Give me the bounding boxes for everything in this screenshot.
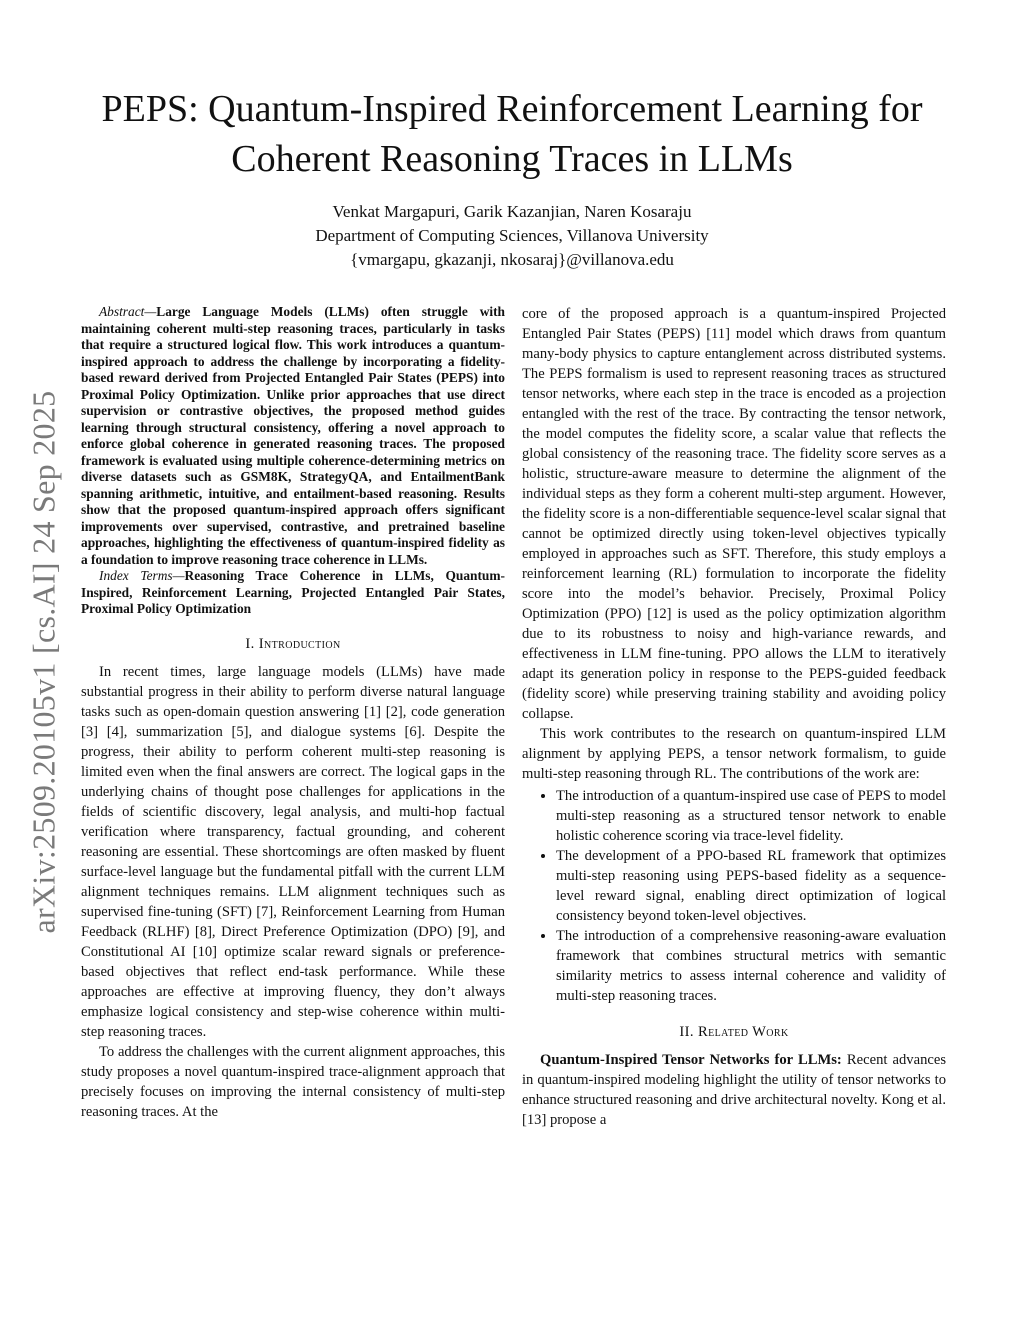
index-terms-label: Index Terms—	[99, 568, 185, 583]
index-terms-text: Reasoning Trace Coherence in LLMs, Quantum-Inspired, Reinforcement Learning, Projected Entangled Pair States, Proximal Policy Optimization	[81, 568, 505, 616]
intro-paragraph-3: core of the proposed approach is a quantum-inspired Projected Entangled Pair States (PEPS) [11] model which draws from quantum many-body physics to capture entanglement across distributed systems. The PEPS formalism is used to represent reasoning traces as structured tensor networks, where each step in the trace is encoded as a projection entangled with the rest of the trace. By contracting the tensor network, the model computes the fidelity score, a scalar value that reflects the global consistency of the reasoning trace. The fidelity score serves as a holistic, structure-aware measure to determine the alignment of the individual steps as they form a coherent multi-step argument. However, the fidelity score is a non-differentiable sequence-level scalar signal that cannot be optimized directly using token-level objectives typically employed in approaches such as SFT. Therefore, this study employs a reinforcement learning (RL) formulation to incorporate the fidelity score into the model’s behavior. Precisely, Proximal Policy Optimization (PPO) [12] is used as the policy optimization algorithm due to its robustness to noisy and high-variance rewards, and effectiveness in LLM fine-tuning. PPO allows the LLM to iteratively adapt its generation policy in response to the PEPS-guided feedback (fidelity score) while preserving training stability and avoiding policy collapse.	[522, 306, 946, 722]
intro-paragraph-2: To address the challenges with the current alignment approaches, this study proposes a novel quantum-inspired trace-alignment approach that precisely focuses on improving the internal consistency of multi-step reasoning traces. At the	[81, 1043, 505, 1120]
paper-title: PEPS: Quantum-Inspired Reinforcement Learning for Coherent Reasoning Traces in LLMs	[101, 88, 923, 180]
section-heading-introduction	[81, 634, 505, 654]
intro-paragraph-4: This work contributes to the research on quantum-inspired LLM alignment by applying PEPS, a tensor network formalism, to guide multi-step reasoning through RL. The contributions of the work are:	[522, 726, 946, 782]
left-column	[81, 304, 505, 1122]
contribution-item: • The introduction of a quantum-inspired use case of PEPS to model multi-step reasoning as a structured tensor network to enable holistic coherence scoring via trace-level fidelity.	[556, 786, 946, 846]
author-names: Venkat Margapuri, Garik Kazanjian, Naren Kosaraju	[332, 202, 692, 221]
author-emails: {vmargapu, gkazanji, nkosaraj}@villanova.edu	[350, 250, 674, 269]
author-affiliation: Department of Computing Sciences, Villanova University	[315, 226, 709, 245]
right-column	[522, 304, 946, 1130]
abstract	[81, 304, 505, 568]
related-work-text: Recent advances in quantum-inspired modeling highlight the utility of tensor networks to enhance structured reasoning and drive architectural novelty. Kong et al. [13] propose a	[522, 1052, 946, 1128]
section-number: II.	[679, 1024, 694, 1040]
contribution-item: • The introduction of a comprehensive reasoning-aware evaluation framework that combines structural metrics with semantic similarity metrics to assess internal coherence and validity of multi-step reasoning traces.	[556, 926, 946, 1006]
abstract-label: Abstract—	[99, 304, 157, 319]
section-title: Related Work	[698, 1024, 789, 1040]
abstract-text: Large Language Models (LLMs) often struggle with maintaining coherent multi-step reasoning traces, particularly in tasks that require a structured logical flow. This work introduces a quantum-inspired approach to address the challenge by incorporating a fidelity-based reward derived from Projected Entangled Pair States (PEPS) into Proximal Policy Optimization. Unlike prior approaches that use direct supervision or contrastive objectives, the proposed method guides learning through structural consistency, offering a novel approach to enforce global coherence in generated reasoning traces. The proposed framework is evaluated using multiple coherence-determining metrics on diverse datasets such as GSM8K, StrategyQA, and EntailmentBank spanning arithmetic, intuitive, and entailment-based reasoning. Results show that the proposed quantum-inspired approach offers significant improvements over supervised, contrastive, and pretrained baseline approaches, highlighting the effectiveness of quantum-inspired fidelity as a foundation to improve reasoning trace coherence in LLMs.	[81, 304, 505, 567]
contribution-item: • The development of a PPO-based RL framework that optimizes multi-step reasoning using PEPS-based fidelity as a sequence-level reward signal, enabling direct optimization of logical consistency beyond token-level objectives.	[556, 846, 946, 926]
intro-paragraph-1: In recent times, large language models (LLMs) have made substantial progress in their ability to perform diverse natural language tasks such as open-domain question answering [1] [2], code generation [3] [4], summarization [5], and dialogue systems [6]. Despite the progress, their ability to perform coherent multi-step reasoning is limited even when the final answers are correct. The logical gaps in the underlying chains of thought pose challenges for applications in the fields of scientific discovery, legal analysis, and multi-hop factual verification where transparency, factual grounding, and coherent reasoning are essential. These shortcomings are often masked by fluent surface-level language but the fundamental pitfall with the current LLM alignment techniques remains. LLM alignment techniques such as supervised fine-tuning (SFT) [7], Reinforcement Learning from Human Feedback (RLHF) [8], Direct Preference Optimization (DPO) [9], and Constitutional AI [10] optimize scalar reward signals or preference-based objectives that reflect end-task performance. While these approaches are effective at improving fluency, they don’t always emphasize logical consistency and step-wise coherence within multi-step reasoning traces.	[81, 663, 505, 1040]
section-heading-related-work	[522, 1022, 946, 1042]
index-terms	[81, 568, 505, 618]
contribution-list	[522, 786, 946, 1006]
related-work-lead: Quantum-Inspired Tensor Networks for LLMs:	[540, 1052, 842, 1068]
section-title: Introduction	[258, 635, 341, 652]
author-block	[100, 200, 924, 272]
related-work-paragraph	[522, 1050, 946, 1130]
arxiv-identifier: arXiv:2509.20105v1 [cs.AI] 24 Sep 2025	[25, 390, 62, 934]
section-number: I.	[245, 635, 255, 652]
